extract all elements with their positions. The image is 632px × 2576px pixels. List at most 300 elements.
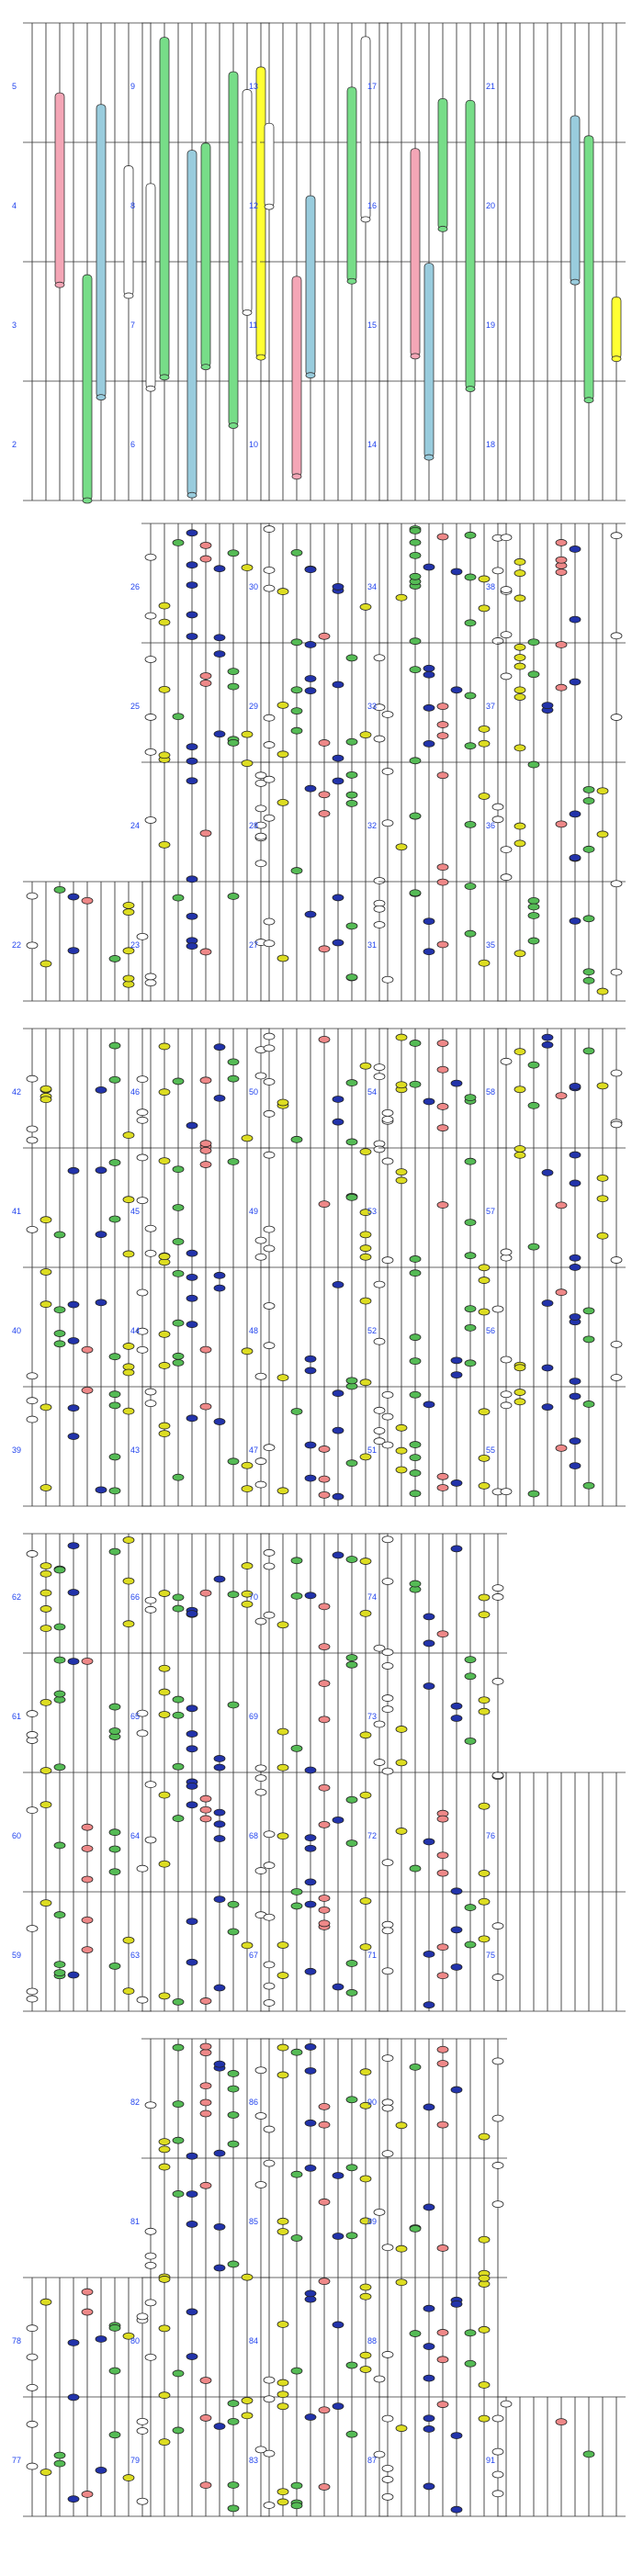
hold-end — [584, 398, 593, 403]
hold-end — [243, 309, 252, 315]
tap-note — [277, 1728, 288, 1735]
tap-note — [137, 2427, 148, 2434]
tap-note — [465, 620, 476, 626]
tap-note — [137, 933, 148, 939]
tap-note — [109, 1402, 120, 1409]
tap-note — [123, 1988, 134, 1995]
tap-note — [319, 1476, 330, 1482]
tap-note — [255, 1373, 266, 1379]
tap-note — [186, 1746, 198, 1752]
tap-note — [514, 570, 525, 577]
tap-note — [360, 2352, 371, 2358]
tap-note — [514, 595, 525, 602]
measure-number: 61 — [12, 1712, 22, 1721]
tap-note — [319, 2407, 330, 2413]
tap-note — [492, 2058, 503, 2064]
measure-number: 24 — [130, 821, 141, 830]
tap-note — [200, 949, 211, 955]
tap-note — [305, 2067, 316, 2074]
tap-note — [96, 1167, 107, 1174]
tap-note — [319, 1445, 330, 1452]
tap-note — [611, 1121, 622, 1128]
tap-note — [374, 1064, 385, 1071]
measure-number: 85 — [249, 2217, 259, 2226]
tap-note — [305, 2290, 316, 2297]
tap-note — [501, 587, 512, 593]
tap-note — [374, 1428, 385, 1434]
tap-note — [360, 1558, 371, 1565]
tap-note — [228, 1158, 239, 1164]
tap-note — [451, 1357, 462, 1364]
tap-note — [27, 1398, 38, 1404]
measure-number: 48 — [249, 1326, 259, 1335]
tap-note — [159, 841, 170, 848]
measure-number: 22 — [12, 940, 22, 950]
tap-note — [27, 1126, 38, 1132]
tap-note — [123, 1578, 134, 1584]
tap-note — [479, 1455, 490, 1461]
tap-note — [479, 1277, 490, 1284]
tap-note — [374, 1407, 385, 1413]
measure-number: 38 — [486, 582, 496, 591]
tap-note — [514, 840, 525, 847]
tap-note — [382, 1442, 393, 1448]
tap-note — [570, 1463, 581, 1469]
tap-note — [305, 1475, 316, 1481]
measure-number: 69 — [249, 1712, 259, 1721]
tap-note — [40, 2299, 51, 2305]
tap-note — [319, 1681, 330, 1687]
tap-note — [54, 1341, 65, 1347]
tap-note — [145, 1250, 156, 1256]
tap-note — [410, 1255, 421, 1262]
tap-note — [333, 583, 344, 590]
tap-note — [186, 1731, 198, 1738]
tap-note — [40, 1802, 51, 1808]
tap-note — [374, 655, 385, 661]
tap-note — [410, 527, 421, 534]
hold-note — [411, 149, 420, 356]
tap-note — [423, 1683, 434, 1690]
tap-note — [360, 732, 371, 738]
tap-note — [396, 1467, 407, 1473]
tap-note — [291, 2049, 302, 2055]
hold-note — [124, 166, 136, 296]
measure-number: 30 — [249, 582, 259, 591]
tap-note — [228, 550, 239, 557]
tap-note — [242, 731, 253, 737]
tap-note — [173, 1320, 184, 1326]
tap-note — [437, 1870, 448, 1876]
tap-note — [264, 776, 275, 782]
tap-note — [264, 2377, 275, 2383]
tap-note — [410, 2225, 421, 2232]
tap-note — [382, 2351, 393, 2357]
tap-note — [319, 1603, 330, 1610]
tap-note — [186, 758, 198, 764]
tap-note — [228, 739, 239, 746]
tap-note — [173, 894, 184, 901]
tap-note — [492, 1923, 503, 1929]
tap-note — [96, 1299, 107, 1306]
tap-note — [542, 1365, 553, 1371]
tap-note — [186, 1250, 198, 1256]
tap-note — [319, 1895, 330, 1901]
tap-note — [514, 823, 525, 829]
tap-note — [360, 1792, 371, 1798]
tap-note — [109, 1728, 120, 1735]
tap-note — [82, 2491, 93, 2497]
tap-note — [305, 1968, 316, 1974]
hold-note — [229, 72, 238, 425]
tap-note — [465, 1360, 476, 1367]
hold-end — [612, 356, 621, 362]
tap-note — [451, 2300, 462, 2307]
tap-note — [109, 1488, 120, 1494]
tap-note — [479, 1482, 490, 1489]
tap-note — [437, 2402, 448, 2408]
tap-note — [173, 1353, 184, 1359]
tap-note — [479, 2275, 490, 2281]
tap-note — [242, 760, 253, 767]
tap-note — [277, 1764, 288, 1771]
tap-note — [514, 655, 525, 661]
tap-note — [437, 722, 448, 728]
tap-note — [186, 1274, 198, 1280]
measure-number: 5 — [12, 82, 17, 91]
tap-note — [214, 2424, 225, 2430]
tap-note — [583, 1308, 594, 1314]
tap-note — [479, 740, 490, 747]
tap-note — [145, 2354, 156, 2360]
tap-note — [40, 1699, 51, 1705]
tap-note — [374, 877, 385, 883]
tap-note — [40, 961, 51, 967]
tap-note — [277, 1833, 288, 1839]
tap-note — [96, 2467, 107, 2473]
tap-note — [437, 1041, 448, 1047]
tap-note — [228, 2401, 239, 2407]
tap-note — [382, 1768, 393, 1774]
tap-note — [214, 1821, 225, 1828]
tap-note — [27, 1226, 38, 1232]
tap-note — [501, 2401, 512, 2407]
tap-note — [410, 758, 421, 764]
tap-note — [305, 1767, 316, 1773]
tap-note — [277, 2489, 288, 2495]
tap-note — [186, 1295, 198, 1301]
tap-note — [570, 1438, 581, 1445]
tap-note — [583, 1482, 594, 1489]
tap-note — [437, 1816, 448, 1822]
tap-note — [396, 2122, 407, 2129]
tap-note — [437, 703, 448, 710]
tap-note — [528, 897, 539, 904]
tap-note — [346, 2165, 357, 2171]
tap-note — [186, 876, 198, 883]
tap-note — [542, 1169, 553, 1176]
measure-number: 50 — [249, 1087, 259, 1097]
tap-note — [109, 1704, 120, 1710]
hold-end — [361, 217, 370, 222]
tap-note — [583, 916, 594, 922]
tap-note — [82, 897, 93, 904]
tap-note — [465, 1253, 476, 1259]
tap-note — [492, 2415, 503, 2422]
tap-note — [319, 810, 330, 816]
tap-note — [277, 751, 288, 758]
tap-note — [396, 844, 407, 850]
tap-note — [277, 2499, 288, 2505]
tap-note — [264, 1831, 275, 1838]
tap-note — [228, 1592, 239, 1598]
tap-note — [423, 665, 434, 671]
hold-end — [424, 455, 434, 460]
tap-note — [291, 1136, 302, 1142]
tap-note — [200, 1346, 211, 1353]
tap-note — [423, 918, 434, 925]
tap-note — [479, 1594, 490, 1601]
tap-note — [556, 1445, 567, 1451]
tap-note — [242, 1601, 253, 1607]
tap-note — [291, 2368, 302, 2374]
hold-end — [83, 498, 92, 503]
tap-note — [214, 1272, 225, 1278]
measure-number: 91 — [486, 2456, 496, 2465]
tap-note — [305, 1845, 316, 1851]
tap-note — [54, 1232, 65, 1238]
tap-note — [437, 1631, 448, 1637]
tap-note — [54, 1962, 65, 1968]
tap-note — [305, 785, 316, 792]
tap-note — [305, 1835, 316, 1841]
tap-note — [264, 2160, 275, 2166]
tap-note — [200, 680, 211, 686]
tap-note — [145, 714, 156, 720]
tap-note — [228, 893, 239, 899]
tap-note — [611, 1070, 622, 1076]
tap-note — [228, 2505, 239, 2512]
tap-note — [583, 977, 594, 984]
hold-end — [466, 387, 475, 392]
tap-note — [319, 2484, 330, 2491]
tap-note — [333, 1281, 344, 1288]
tap-note — [186, 1322, 198, 1328]
tap-note — [382, 1391, 393, 1398]
tap-note — [319, 1784, 330, 1791]
tap-note — [570, 1180, 581, 1187]
measure-number: 52 — [367, 1326, 378, 1335]
tap-note — [410, 667, 421, 673]
tap-note — [437, 941, 448, 948]
tap-note — [556, 1289, 567, 1296]
hold-note — [292, 276, 301, 477]
tap-note — [514, 1146, 525, 1153]
tap-note — [346, 1960, 357, 1966]
tap-note — [346, 1139, 357, 1145]
tap-note — [291, 1745, 302, 1751]
tap-note — [214, 2150, 225, 2156]
measure-number: 15 — [367, 321, 378, 330]
tap-note — [410, 1391, 421, 1398]
tap-note — [382, 1921, 393, 1928]
tap-note — [465, 930, 476, 937]
tap-note — [264, 1549, 275, 1556]
tap-note — [346, 1378, 357, 1384]
tap-note — [451, 1963, 462, 1970]
tap-note — [264, 1303, 275, 1310]
measure-number: 57 — [486, 1207, 496, 1216]
tap-note — [382, 711, 393, 717]
tap-note — [27, 1988, 38, 1995]
tap-note — [159, 1591, 170, 1597]
tap-note — [360, 1732, 371, 1738]
tap-note — [242, 2397, 253, 2403]
tap-note — [374, 921, 385, 928]
tap-note — [145, 1597, 156, 1603]
measure-number: 88 — [367, 2336, 378, 2345]
tap-note — [277, 1099, 288, 1106]
tap-note — [410, 1865, 421, 1872]
tap-note — [214, 1809, 225, 1816]
tap-note — [319, 1907, 330, 1913]
measure-number: 27 — [249, 940, 259, 950]
tap-note — [437, 534, 448, 540]
tap-note — [214, 2061, 225, 2067]
tap-note — [186, 1415, 198, 1422]
tap-note — [137, 1117, 148, 1123]
tap-note — [145, 1389, 156, 1395]
measure-number: 43 — [130, 1445, 141, 1455]
tap-note — [145, 2253, 156, 2259]
tap-note — [228, 669, 239, 675]
tap-note — [200, 556, 211, 562]
measure-number: 70 — [249, 1592, 259, 1602]
tap-note — [583, 2451, 594, 2458]
tap-note — [423, 2104, 434, 2110]
measure-number: 39 — [12, 1445, 22, 1455]
tap-note — [277, 2044, 288, 2051]
tap-note — [186, 2309, 198, 2315]
tap-note — [382, 1649, 393, 1656]
tap-note — [479, 1612, 490, 1618]
tap-note — [255, 1237, 266, 1243]
tap-note — [346, 1655, 357, 1661]
tap-note — [570, 1393, 581, 1400]
tap-note — [40, 1301, 51, 1308]
tap-note — [264, 1343, 275, 1349]
tap-note — [68, 1167, 79, 1174]
tap-note — [68, 2394, 79, 2401]
tap-note — [228, 2112, 239, 2119]
tap-note — [159, 1362, 170, 1368]
tap-note — [501, 534, 512, 541]
tap-note — [173, 2101, 184, 2108]
tap-note — [137, 2418, 148, 2424]
tap-note — [479, 2236, 490, 2243]
tap-note — [437, 1484, 448, 1490]
tap-note — [214, 731, 225, 737]
tap-note — [423, 1098, 434, 1105]
tap-note — [68, 1659, 79, 1665]
tap-note — [305, 688, 316, 694]
tap-note — [173, 1594, 184, 1601]
tap-note — [291, 868, 302, 874]
tap-note — [492, 1585, 503, 1592]
tap-note — [528, 938, 539, 944]
measure-number: 41 — [12, 1207, 22, 1216]
measure-number: 45 — [130, 1207, 141, 1216]
tap-note — [514, 951, 525, 957]
tap-note — [396, 2245, 407, 2252]
tap-note — [68, 1405, 79, 1412]
tap-note — [437, 772, 448, 779]
tap-note — [40, 1570, 51, 1577]
tap-note — [346, 1080, 357, 1086]
tap-note — [410, 890, 421, 896]
tap-note — [611, 881, 622, 887]
tap-note — [396, 1828, 407, 1834]
tap-note — [360, 1610, 371, 1616]
hold-note — [424, 264, 434, 457]
tap-note — [360, 1898, 371, 1905]
measure-number: 53 — [367, 1207, 378, 1216]
tap-note — [242, 1135, 253, 1142]
tap-note — [173, 539, 184, 546]
tap-note — [264, 2126, 275, 2132]
tap-note — [465, 1905, 476, 1911]
tap-note — [159, 1792, 170, 1798]
tap-note — [382, 1158, 393, 1164]
tap-note — [583, 1336, 594, 1343]
tap-note — [570, 546, 581, 552]
tap-note — [137, 1997, 148, 2003]
tap-note — [570, 1314, 581, 1321]
tap-note — [451, 1479, 462, 1486]
tap-note — [410, 813, 421, 819]
tap-note — [123, 975, 134, 982]
tap-note — [255, 2067, 266, 2074]
tap-note — [451, 1927, 462, 1933]
measure-number: 65 — [130, 1712, 141, 1721]
tap-note — [528, 671, 539, 678]
tap-note — [437, 1473, 448, 1479]
tap-note — [173, 2044, 184, 2051]
tap-note — [501, 1249, 512, 1255]
tap-note — [333, 939, 344, 946]
tap-note — [186, 2221, 198, 2227]
tap-note — [200, 1162, 211, 1168]
tap-note — [186, 633, 198, 639]
hold-end — [438, 226, 447, 231]
tap-note — [382, 1968, 393, 1974]
tap-note — [214, 1985, 225, 1991]
tap-note — [186, 2191, 198, 2198]
tap-note — [27, 1550, 38, 1557]
tap-note — [277, 2403, 288, 2410]
tap-note — [319, 2121, 330, 2128]
measure-number: 67 — [249, 1951, 259, 1960]
tap-note — [159, 1423, 170, 1429]
tap-note — [68, 1434, 79, 1440]
tap-note — [501, 1058, 512, 1064]
measure-number: 55 — [486, 1445, 496, 1455]
tap-note — [228, 1075, 239, 1082]
tap-note — [82, 1346, 93, 1353]
tap-note — [186, 1705, 198, 1712]
tap-note — [54, 1970, 65, 1976]
hold-note — [438, 98, 447, 229]
